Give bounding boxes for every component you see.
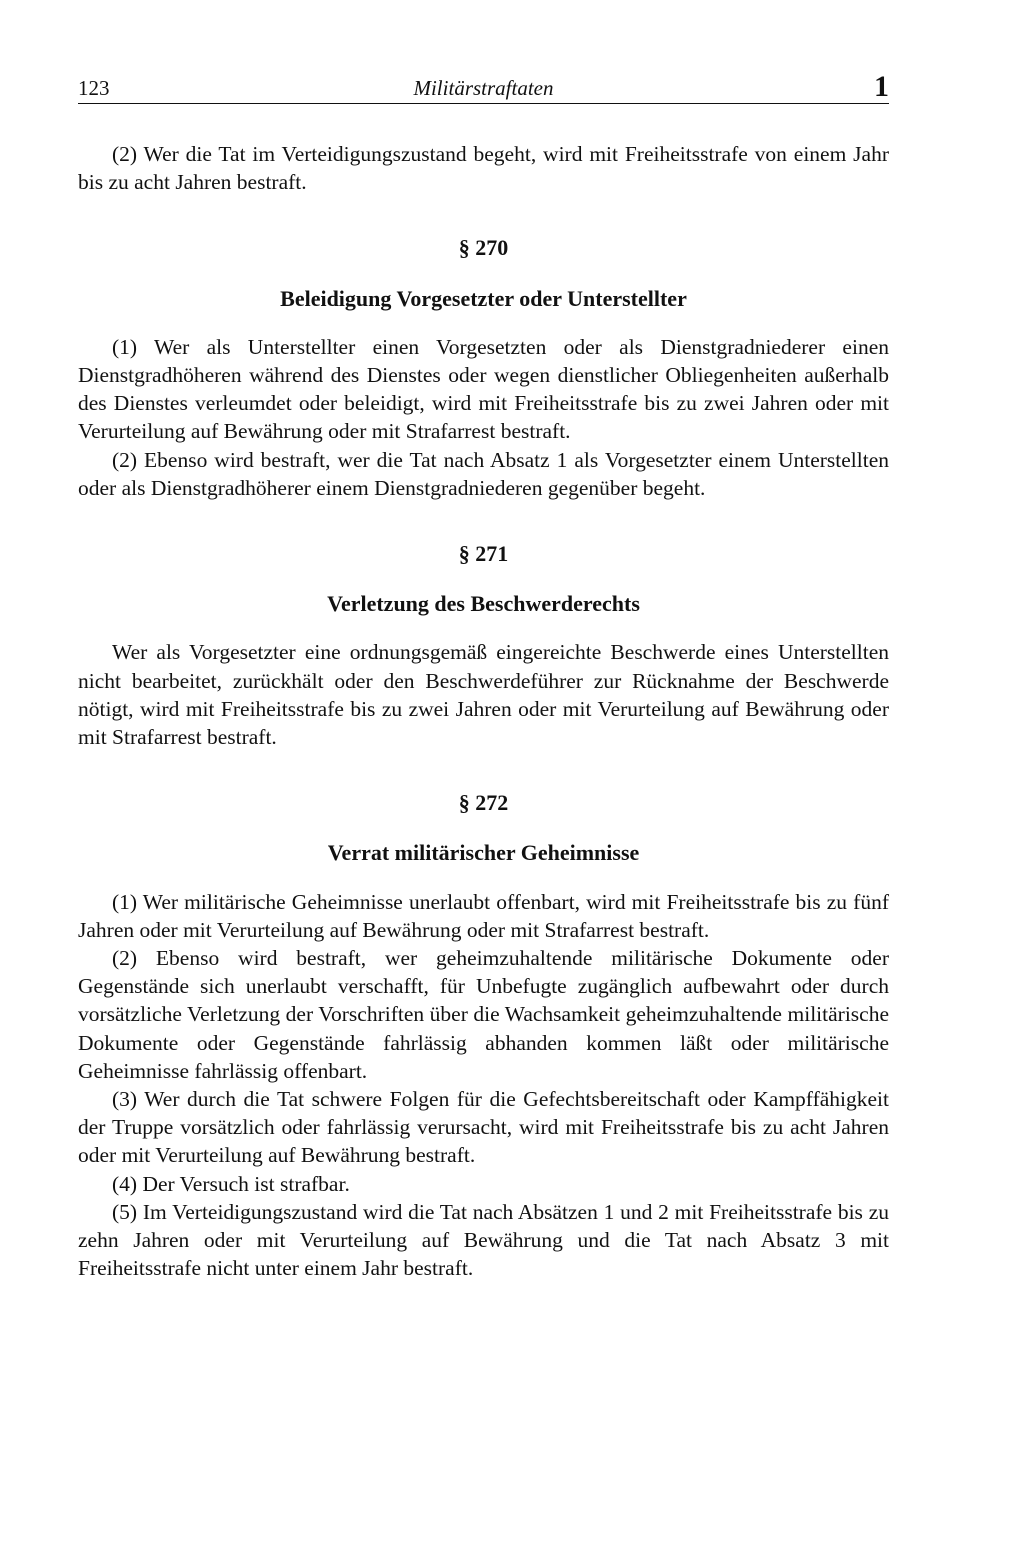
section-paragraph: (3) Wer durch die Tat schwere Folgen für die Gefechtsbereitschaft oder Kampffähigkeit der Truppe vorsätzlich oder fahrlässig verursacht, wird mit Freiheitsstrafe bis zu acht Jahren oder mit Verurteilung auf Bewährung bestraft. (78, 1087, 889, 1168)
intro-paragraph: (2) Wer die Tat im Verteidigungszustand begeht, wird mit Freiheitsstrafe von einem Jahr bis zu acht Jahren bestraft. (78, 142, 889, 195)
section-number: § 272 (458, 790, 509, 816)
header-rule (78, 103, 889, 104)
page-number: 123 (78, 76, 110, 100)
running-head (78, 70, 889, 104)
section-270 (78, 234, 889, 502)
section-272 (78, 789, 889, 1282)
section-title: Verrat militärischer Geheimnisse (327, 840, 640, 866)
section-paragraph: (2) Ebenso wird bestraft, wer geheimzuhaltende militärische Dokumente oder Gegenstände sich unerlaubt verschafft, für Unbefugte zugänglich aufbewahrt oder durch vorsätzliche Verletzung der Vorschriften über die Wachsamkeit geheimzuhaltende militärische Dokumente oder Gegenstände fahrlässig abhanden kommen läßt oder militärische Geheimnisse fahrlässig offenbart. (78, 946, 889, 1083)
section-paragraph: (1) Wer als Unterstellter einen Vorgesetzten oder als Dienstgradniederer einen Dienstgradhöheren während des Dienstes oder wegen dienstlicher Obliegenheiten außerhalb des Dienstes verleumdet oder beleidigt, wird mit Freiheitsstrafe bis zu zwei Jahren oder mit Verurteilung auf Bewährung oder mit Strafarrest bestraft. (78, 334, 889, 444)
body-text (78, 140, 889, 1283)
running-title: Militärstraftaten (413, 76, 554, 100)
section-paragraph: (4) Der Versuch ist strafbar. (112, 1171, 350, 1196)
section-paragraph: (5) Im Verteidigungszustand wird die Tat nach Absätzen 1 und 2 mit Freiheitsstrafe bis zu zehn Jahren oder mit Verurteilung auf Bewährung und die Tat nach Absatz 3 mit Freiheitsstrafe nicht unter einem Jahr bestraft. (78, 1199, 889, 1281)
section-title: Beleidigung Vorgesetzter oder Unterstellter (280, 285, 687, 311)
section-paragraph: (1) Wer militärische Geheimnisse unerlaubt offenbart, wird mit Freiheitsstrafe bis zu fünf Jahren oder mit Verurteilung auf Bewährung oder mit Strafarrest bestraft. (78, 889, 889, 942)
section-paragraph: Wer als Vorgesetzter eine ordnungsgemäß eingereichte Beschwerde eines Unterstellten nicht bearbeitet, zurückhält oder den Beschwerdeführer zur Rücknahme der Beschwerde nötigt, wird mit Freiheitsstrafe bis zu zwei Jahren oder mit Verurteilung auf Bewährung oder mit Strafarrest bestraft. (78, 640, 889, 750)
section-number: § 271 (458, 541, 509, 567)
section-271 (78, 540, 889, 751)
section-title: Verletzung des Beschwerderechts (327, 591, 640, 617)
volume-number: 1 (874, 70, 889, 103)
section-paragraph: (2) Ebenso wird bestraft, wer die Tat nach Absatz 1 als Vorgesetzter einem Unterstellten oder als Dienstgradhöherer einem Dienstgradniederen gegenüber begeht. (78, 447, 889, 500)
section-number: § 270 (458, 235, 509, 261)
